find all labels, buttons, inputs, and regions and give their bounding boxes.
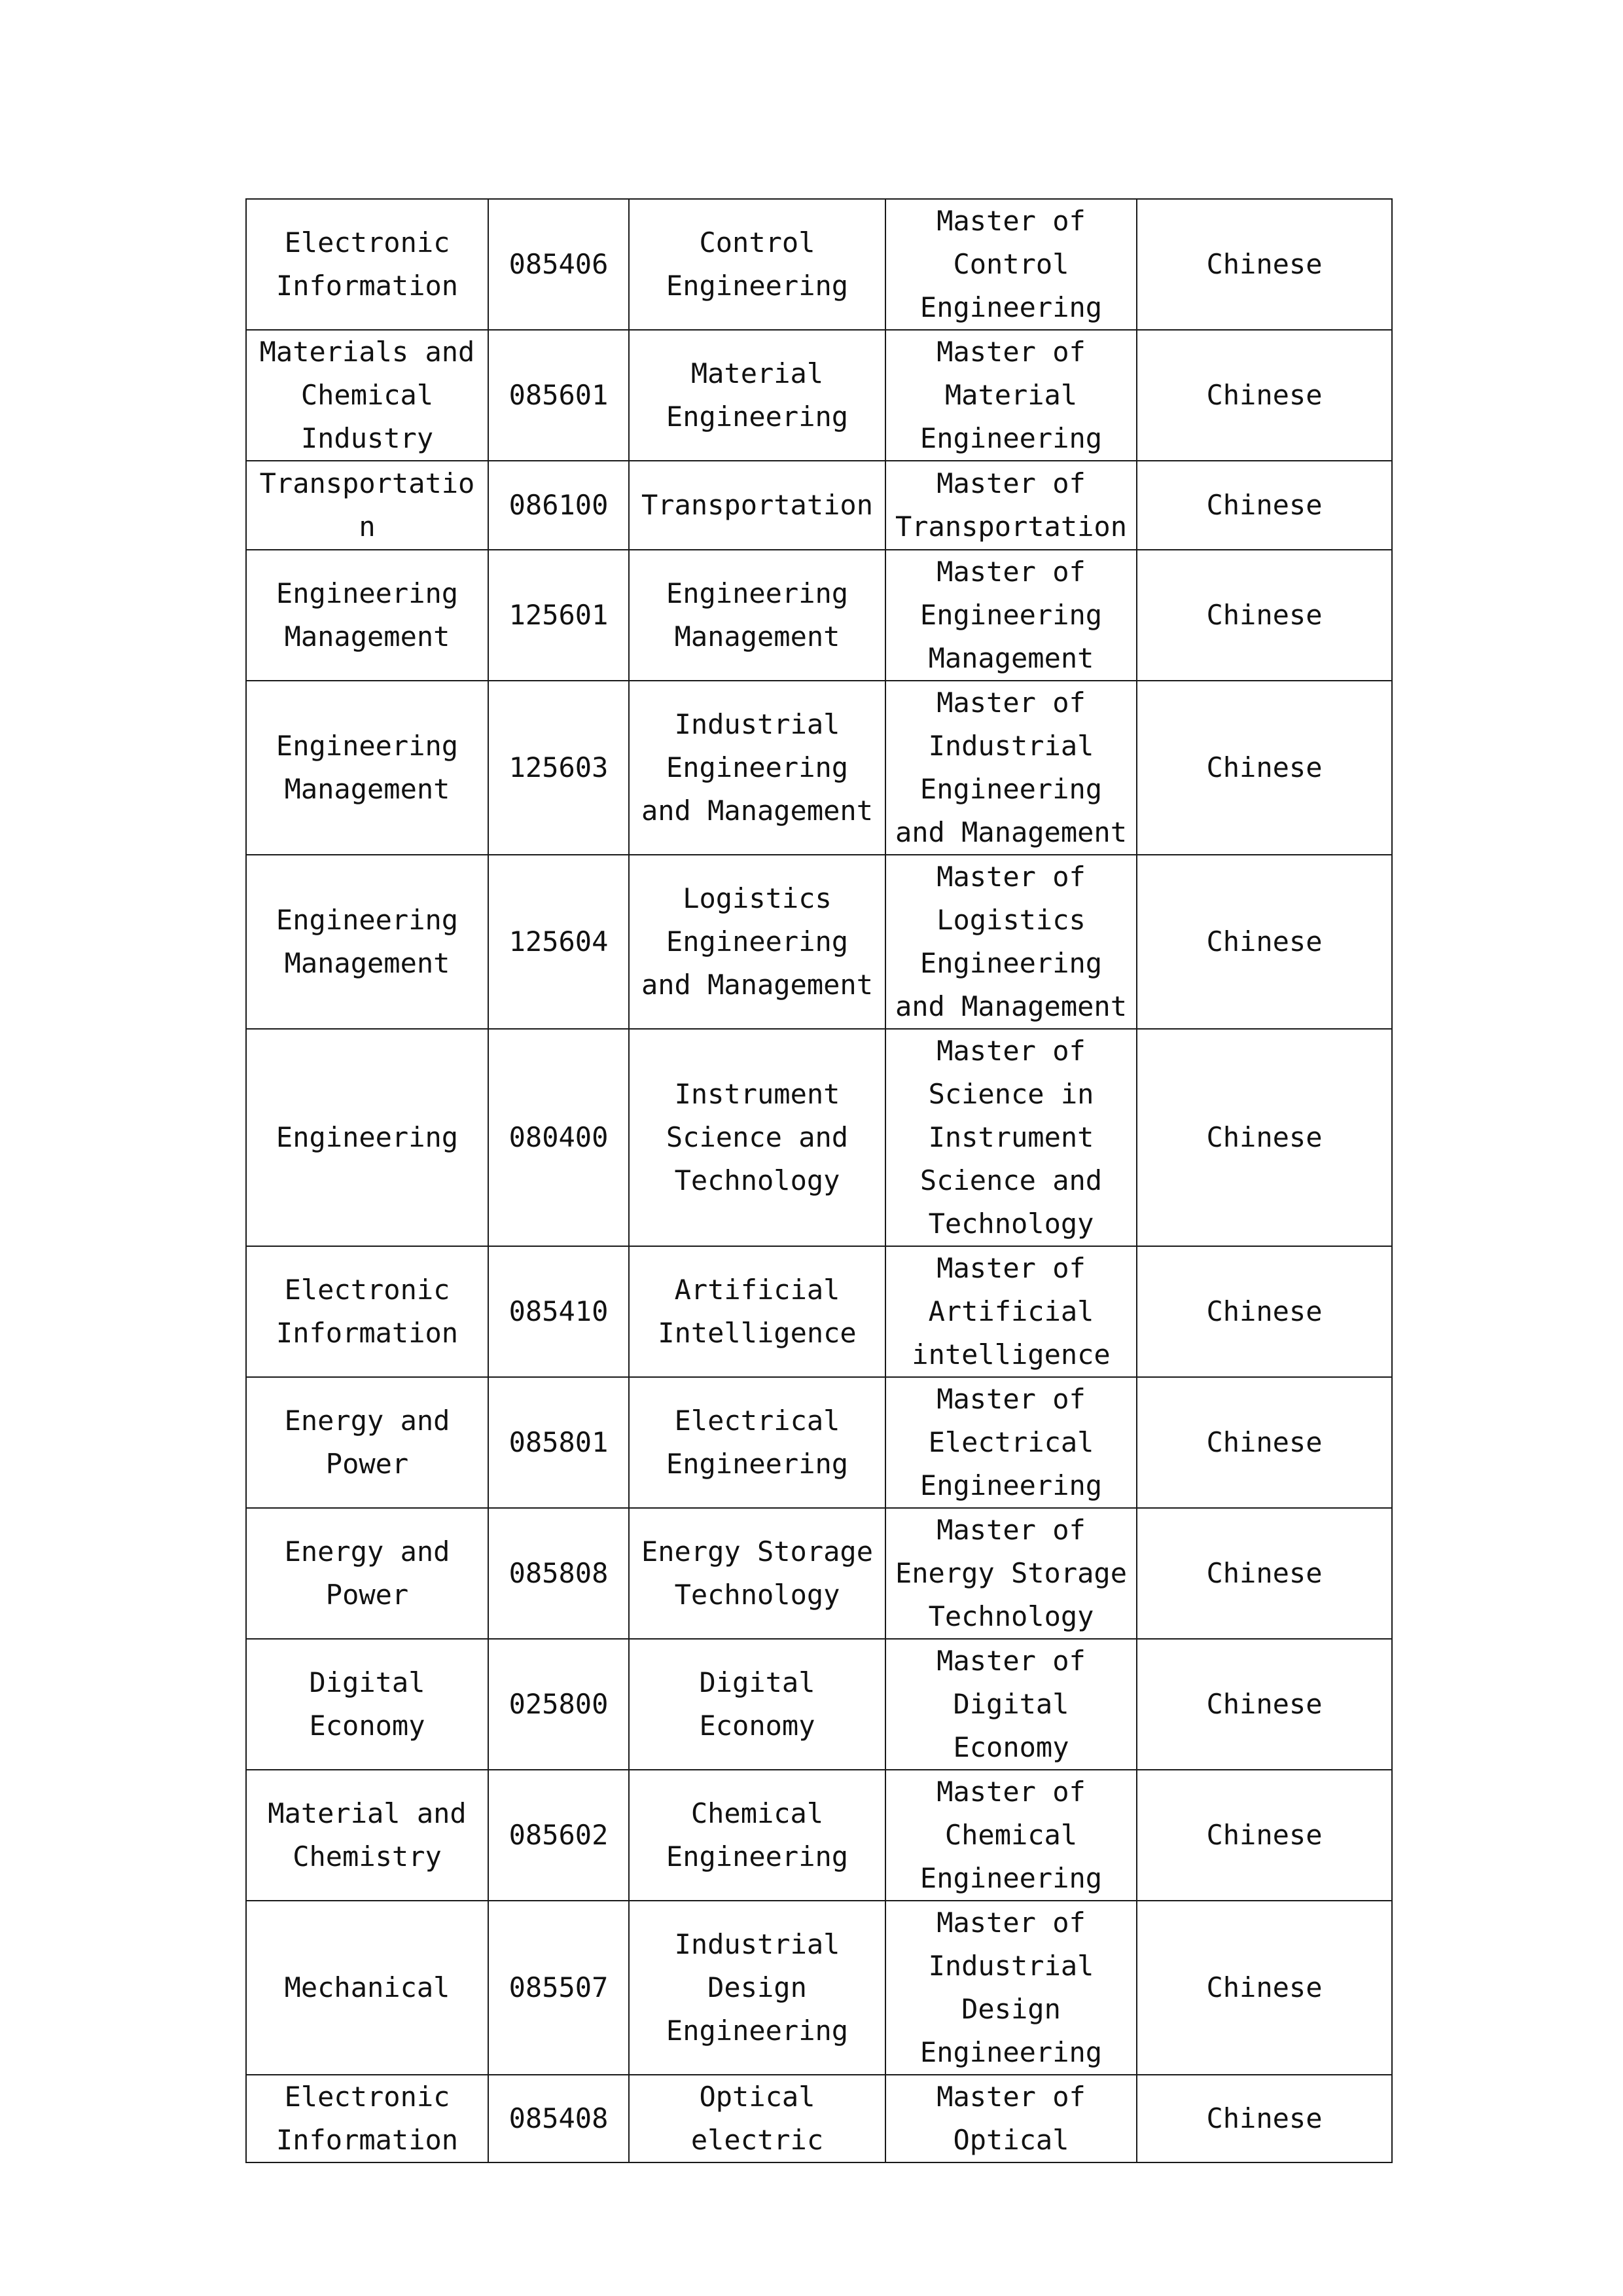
language-cell bbox=[1137, 1508, 1392, 1639]
major-text: Instrument Science and Technology bbox=[666, 1078, 849, 1196]
language-cell bbox=[1137, 681, 1392, 855]
code-cell bbox=[488, 1901, 629, 2075]
major-text: Digital Economy bbox=[699, 1666, 815, 1742]
degree-text: Master of Control Engineering bbox=[919, 205, 1103, 323]
language-text: Chinese bbox=[1206, 1426, 1323, 1458]
language-cell bbox=[1137, 1770, 1392, 1901]
degree-text: Master of Energy Storage Technology bbox=[895, 1514, 1127, 1632]
language-cell bbox=[1137, 199, 1392, 330]
degree-cell bbox=[885, 199, 1137, 330]
language-text: Chinese bbox=[1206, 599, 1323, 631]
major-text: Electrical Engineering bbox=[666, 1405, 849, 1480]
code-cell bbox=[488, 330, 629, 461]
table-row bbox=[246, 330, 1392, 461]
language-cell bbox=[1137, 1901, 1392, 2075]
table-row bbox=[246, 855, 1392, 1029]
table-row bbox=[246, 1377, 1392, 1508]
degree-text: Master of Artificial intelligence bbox=[912, 1252, 1111, 1371]
language-text: Chinese bbox=[1206, 2102, 1323, 2134]
degree-cell bbox=[885, 1639, 1137, 1770]
category-cell bbox=[246, 1029, 488, 1246]
degree-cell bbox=[885, 1246, 1137, 1377]
code-text: 125604 bbox=[508, 925, 609, 958]
table-row bbox=[246, 550, 1392, 681]
code-cell bbox=[488, 855, 629, 1029]
language-text: Chinese bbox=[1206, 1295, 1323, 1327]
language-text: Chinese bbox=[1206, 925, 1323, 958]
table-row bbox=[246, 1508, 1392, 1639]
language-text: Chinese bbox=[1206, 751, 1323, 783]
category-text: Material and Chemistry bbox=[268, 1797, 467, 1873]
degree-cell bbox=[885, 550, 1137, 681]
table-row bbox=[246, 681, 1392, 855]
degree-cell bbox=[885, 1770, 1137, 1901]
category-text: Engineering Management bbox=[276, 904, 459, 979]
language-cell bbox=[1137, 1377, 1392, 1508]
degree-text: Master of Transportation bbox=[895, 467, 1127, 543]
category-cell bbox=[246, 1901, 488, 2075]
code-text: 085410 bbox=[508, 1295, 609, 1327]
major-cell bbox=[629, 1246, 885, 1377]
code-cell bbox=[488, 461, 629, 550]
code-cell bbox=[488, 550, 629, 681]
table-row bbox=[246, 461, 1392, 550]
code-cell bbox=[488, 2075, 629, 2162]
category-cell bbox=[246, 330, 488, 461]
category-cell bbox=[246, 2075, 488, 2162]
language-text: Chinese bbox=[1206, 379, 1323, 411]
category-text: Transportation bbox=[259, 467, 475, 543]
code-text: 085601 bbox=[508, 379, 609, 411]
degree-text: Master of Chemical Engineering bbox=[919, 1776, 1103, 1894]
major-text: Optical electric bbox=[690, 2081, 824, 2156]
degree-cell bbox=[885, 1901, 1137, 2075]
degree-text: Master of Digital Economy bbox=[936, 1645, 1086, 1763]
major-cell bbox=[629, 461, 885, 550]
language-text: Chinese bbox=[1206, 1121, 1323, 1153]
programs-table bbox=[245, 198, 1393, 2163]
code-text: 025800 bbox=[508, 1688, 609, 1720]
major-cell bbox=[629, 855, 885, 1029]
category-cell bbox=[246, 550, 488, 681]
major-text: Logistics Engineering and Management bbox=[641, 882, 873, 1001]
category-text: Engineering Management bbox=[276, 577, 459, 653]
code-text: 125603 bbox=[508, 751, 609, 783]
major-text: Energy Storage Technology bbox=[641, 1535, 873, 1611]
language-cell bbox=[1137, 855, 1392, 1029]
degree-cell bbox=[885, 2075, 1137, 2162]
category-text: Electronic Information bbox=[276, 1274, 459, 1349]
degree-text: Master of Electrical Engineering bbox=[919, 1383, 1103, 1501]
language-cell bbox=[1137, 1029, 1392, 1246]
major-text: Transportation bbox=[641, 489, 873, 521]
language-cell bbox=[1137, 1639, 1392, 1770]
category-text: Electronic Information bbox=[276, 2081, 459, 2156]
code-text: 085801 bbox=[508, 1426, 609, 1458]
category-cell bbox=[246, 461, 488, 550]
major-cell bbox=[629, 330, 885, 461]
degree-text: Master of Industrial Engineering and Management bbox=[895, 687, 1127, 848]
degree-text: Master of Science in Instrument Science and Technology bbox=[919, 1035, 1103, 1240]
major-cell bbox=[629, 1639, 885, 1770]
code-cell bbox=[488, 1246, 629, 1377]
degree-cell bbox=[885, 681, 1137, 855]
major-text: Industrial Engineering and Management bbox=[641, 708, 873, 827]
table-row bbox=[246, 1639, 1392, 1770]
major-cell bbox=[629, 550, 885, 681]
language-cell bbox=[1137, 461, 1392, 550]
language-cell bbox=[1137, 1246, 1392, 1377]
category-cell bbox=[246, 1246, 488, 1377]
language-cell bbox=[1137, 2075, 1392, 2162]
category-cell bbox=[246, 681, 488, 855]
language-text: Chinese bbox=[1206, 248, 1323, 280]
language-text: Chinese bbox=[1206, 1971, 1323, 2003]
category-text: Engineering Management bbox=[276, 730, 459, 805]
degree-cell bbox=[885, 1029, 1137, 1246]
language-text: Chinese bbox=[1206, 1819, 1323, 1851]
table-row bbox=[246, 1246, 1392, 1377]
category-text: Energy and Power bbox=[284, 1405, 450, 1480]
category-cell bbox=[246, 1639, 488, 1770]
major-text: Engineering Management bbox=[666, 577, 849, 653]
programs-table-body bbox=[246, 199, 1392, 2162]
major-cell bbox=[629, 1508, 885, 1639]
major-text: Industrial Design Engineering bbox=[666, 1928, 849, 2047]
category-text: Digital Economy bbox=[309, 1666, 425, 1742]
code-cell bbox=[488, 1377, 629, 1508]
major-cell bbox=[629, 1029, 885, 1246]
category-text: Materials and Chemical Industry bbox=[259, 336, 475, 454]
code-cell bbox=[488, 1770, 629, 1901]
category-cell bbox=[246, 1377, 488, 1508]
major-cell bbox=[629, 1770, 885, 1901]
category-cell bbox=[246, 1770, 488, 1901]
degree-cell bbox=[885, 461, 1137, 550]
language-cell bbox=[1137, 550, 1392, 681]
code-text: 085406 bbox=[508, 248, 609, 280]
category-text: Energy and Power bbox=[284, 1535, 450, 1611]
major-text: Control Engineering bbox=[666, 226, 849, 302]
major-cell bbox=[629, 199, 885, 330]
major-text: Artificial Intelligence bbox=[658, 1274, 857, 1349]
category-text: Engineering bbox=[276, 1121, 459, 1153]
degree-cell bbox=[885, 1377, 1137, 1508]
major-cell bbox=[629, 2075, 885, 2162]
code-cell bbox=[488, 1639, 629, 1770]
degree-text: Master of Logistics Engineering and Management bbox=[895, 861, 1127, 1022]
code-text: 086100 bbox=[508, 489, 609, 521]
degree-text: Master of Material Engineering bbox=[919, 336, 1103, 454]
code-text: 125601 bbox=[508, 599, 609, 631]
major-cell bbox=[629, 1901, 885, 2075]
code-cell bbox=[488, 199, 629, 330]
language-text: Chinese bbox=[1206, 1688, 1323, 1720]
code-text: 085808 bbox=[508, 1557, 609, 1589]
code-cell bbox=[488, 1029, 629, 1246]
degree-text: Master of Optical bbox=[936, 2081, 1086, 2156]
code-text: 085602 bbox=[508, 1819, 609, 1851]
code-cell bbox=[488, 1508, 629, 1639]
code-text: 085408 bbox=[508, 2102, 609, 2134]
table-row bbox=[246, 2075, 1392, 2162]
major-text: Material Engineering bbox=[666, 357, 849, 433]
major-cell bbox=[629, 681, 885, 855]
degree-text: Master of Engineering Management bbox=[919, 556, 1103, 674]
degree-text: Master of Industrial Design Engineering bbox=[919, 1907, 1103, 2068]
code-text: 085507 bbox=[508, 1971, 609, 2003]
category-cell bbox=[246, 1508, 488, 1639]
table-row bbox=[246, 1901, 1392, 2075]
language-text: Chinese bbox=[1206, 1557, 1323, 1589]
language-cell bbox=[1137, 330, 1392, 461]
major-cell bbox=[629, 1377, 885, 1508]
degree-cell bbox=[885, 855, 1137, 1029]
category-cell bbox=[246, 855, 488, 1029]
category-cell bbox=[246, 199, 488, 330]
code-cell bbox=[488, 681, 629, 855]
code-text: 080400 bbox=[508, 1121, 609, 1153]
table-row bbox=[246, 1770, 1392, 1901]
degree-cell bbox=[885, 330, 1137, 461]
category-text: Electronic Information bbox=[276, 226, 459, 302]
table-row bbox=[246, 1029, 1392, 1246]
major-text: Chemical Engineering bbox=[666, 1797, 849, 1873]
category-text: Mechanical bbox=[284, 1971, 450, 2003]
degree-cell bbox=[885, 1508, 1137, 1639]
language-text: Chinese bbox=[1206, 489, 1323, 521]
table-row bbox=[246, 199, 1392, 330]
